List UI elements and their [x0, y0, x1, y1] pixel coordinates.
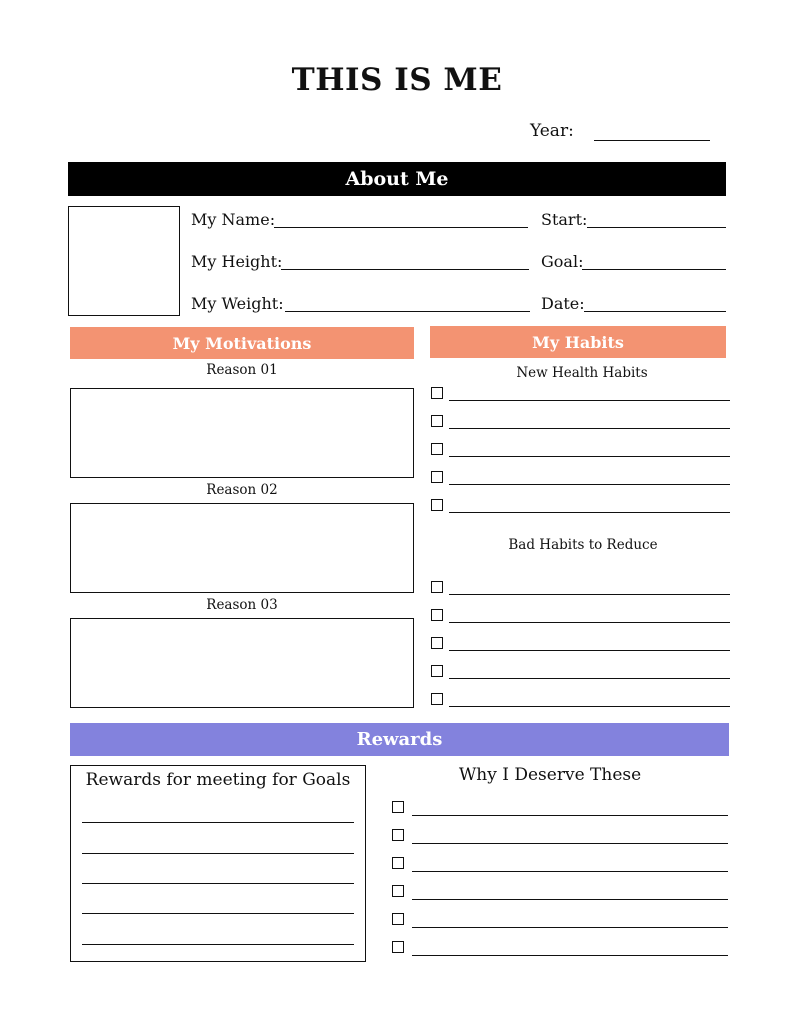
- new-habit-line[interactable]: [449, 400, 730, 401]
- deserve-line[interactable]: [412, 927, 728, 928]
- deserve-checkbox[interactable]: [392, 885, 404, 897]
- name-label: My Name:: [191, 210, 276, 229]
- reason-03-label: Reason 03: [206, 597, 278, 613]
- bad-habit-line[interactable]: [449, 622, 730, 623]
- bad-habit-line[interactable]: [449, 706, 730, 707]
- new-habit-checkbox[interactable]: [431, 471, 443, 483]
- height-input-line[interactable]: [281, 269, 529, 270]
- new-habit-checkbox[interactable]: [431, 443, 443, 455]
- bad-habit-checkbox[interactable]: [431, 637, 443, 649]
- deserve-line[interactable]: [412, 815, 728, 816]
- deserve-line[interactable]: [412, 871, 728, 872]
- bad-habit-checkbox[interactable]: [431, 609, 443, 621]
- goal-input-line[interactable]: [582, 269, 726, 270]
- new-habit-checkbox[interactable]: [431, 415, 443, 427]
- deserve-line[interactable]: [412, 843, 728, 844]
- reason-01-label: Reason 01: [206, 362, 278, 378]
- bad-habits-label: Bad Habits to Reduce: [508, 537, 658, 553]
- reason-03-box[interactable]: [70, 618, 414, 708]
- deserve-checkbox[interactable]: [392, 829, 404, 841]
- photo-box[interactable]: [68, 206, 180, 316]
- deserve-checkbox[interactable]: [392, 941, 404, 953]
- bad-habit-line[interactable]: [449, 678, 730, 679]
- bad-habit-checkbox[interactable]: [431, 665, 443, 677]
- weight-input-line[interactable]: [285, 311, 530, 312]
- reason-02-box[interactable]: [70, 503, 414, 593]
- deserve-line[interactable]: [412, 899, 728, 900]
- new-habit-line[interactable]: [449, 456, 730, 457]
- new-habit-checkbox[interactable]: [431, 387, 443, 399]
- new-habit-line[interactable]: [449, 428, 730, 429]
- rewards-goals-title: Rewards for meeting for Goals: [85, 770, 351, 790]
- why-deserve-title: Why I Deserve These: [458, 765, 642, 785]
- new-habit-line[interactable]: [449, 512, 730, 513]
- height-label: My Height:: [191, 252, 283, 271]
- date-input-line[interactable]: [584, 311, 726, 312]
- deserve-checkbox[interactable]: [392, 913, 404, 925]
- deserve-checkbox[interactable]: [392, 801, 404, 813]
- start-label: Start:: [541, 210, 588, 229]
- start-input-line[interactable]: [587, 227, 726, 228]
- about-me-header: About Me: [68, 162, 726, 196]
- new-habits-label: New Health Habits: [516, 365, 648, 381]
- bad-habit-line[interactable]: [449, 594, 730, 595]
- new-habit-checkbox[interactable]: [431, 499, 443, 511]
- weight-label: My Weight:: [191, 294, 284, 313]
- goal-label: Goal:: [541, 252, 584, 271]
- new-habit-line[interactable]: [449, 484, 730, 485]
- habits-header: My Habits: [430, 326, 726, 358]
- name-input-line[interactable]: [274, 227, 528, 228]
- deserve-checkbox[interactable]: [392, 857, 404, 869]
- date-label: Date:: [541, 294, 585, 313]
- motivations-header: My Motivations: [70, 327, 414, 359]
- rewards-goals-box: [70, 765, 366, 962]
- bad-habit-checkbox[interactable]: [431, 693, 443, 705]
- year-label: Year:: [530, 121, 574, 141]
- reason-01-box[interactable]: [70, 388, 414, 478]
- reward-line[interactable]: [82, 822, 354, 823]
- year-input-line[interactable]: [594, 140, 710, 141]
- reason-02-label: Reason 02: [206, 482, 278, 498]
- reward-line[interactable]: [82, 853, 354, 854]
- deserve-line[interactable]: [412, 955, 728, 956]
- reward-line[interactable]: [82, 944, 354, 945]
- rewards-header: Rewards: [70, 723, 729, 756]
- bad-habit-line[interactable]: [449, 650, 730, 651]
- page-title: THIS IS ME: [291, 62, 503, 98]
- reward-line[interactable]: [82, 883, 354, 884]
- bad-habit-checkbox[interactable]: [431, 581, 443, 593]
- reward-line[interactable]: [82, 913, 354, 914]
